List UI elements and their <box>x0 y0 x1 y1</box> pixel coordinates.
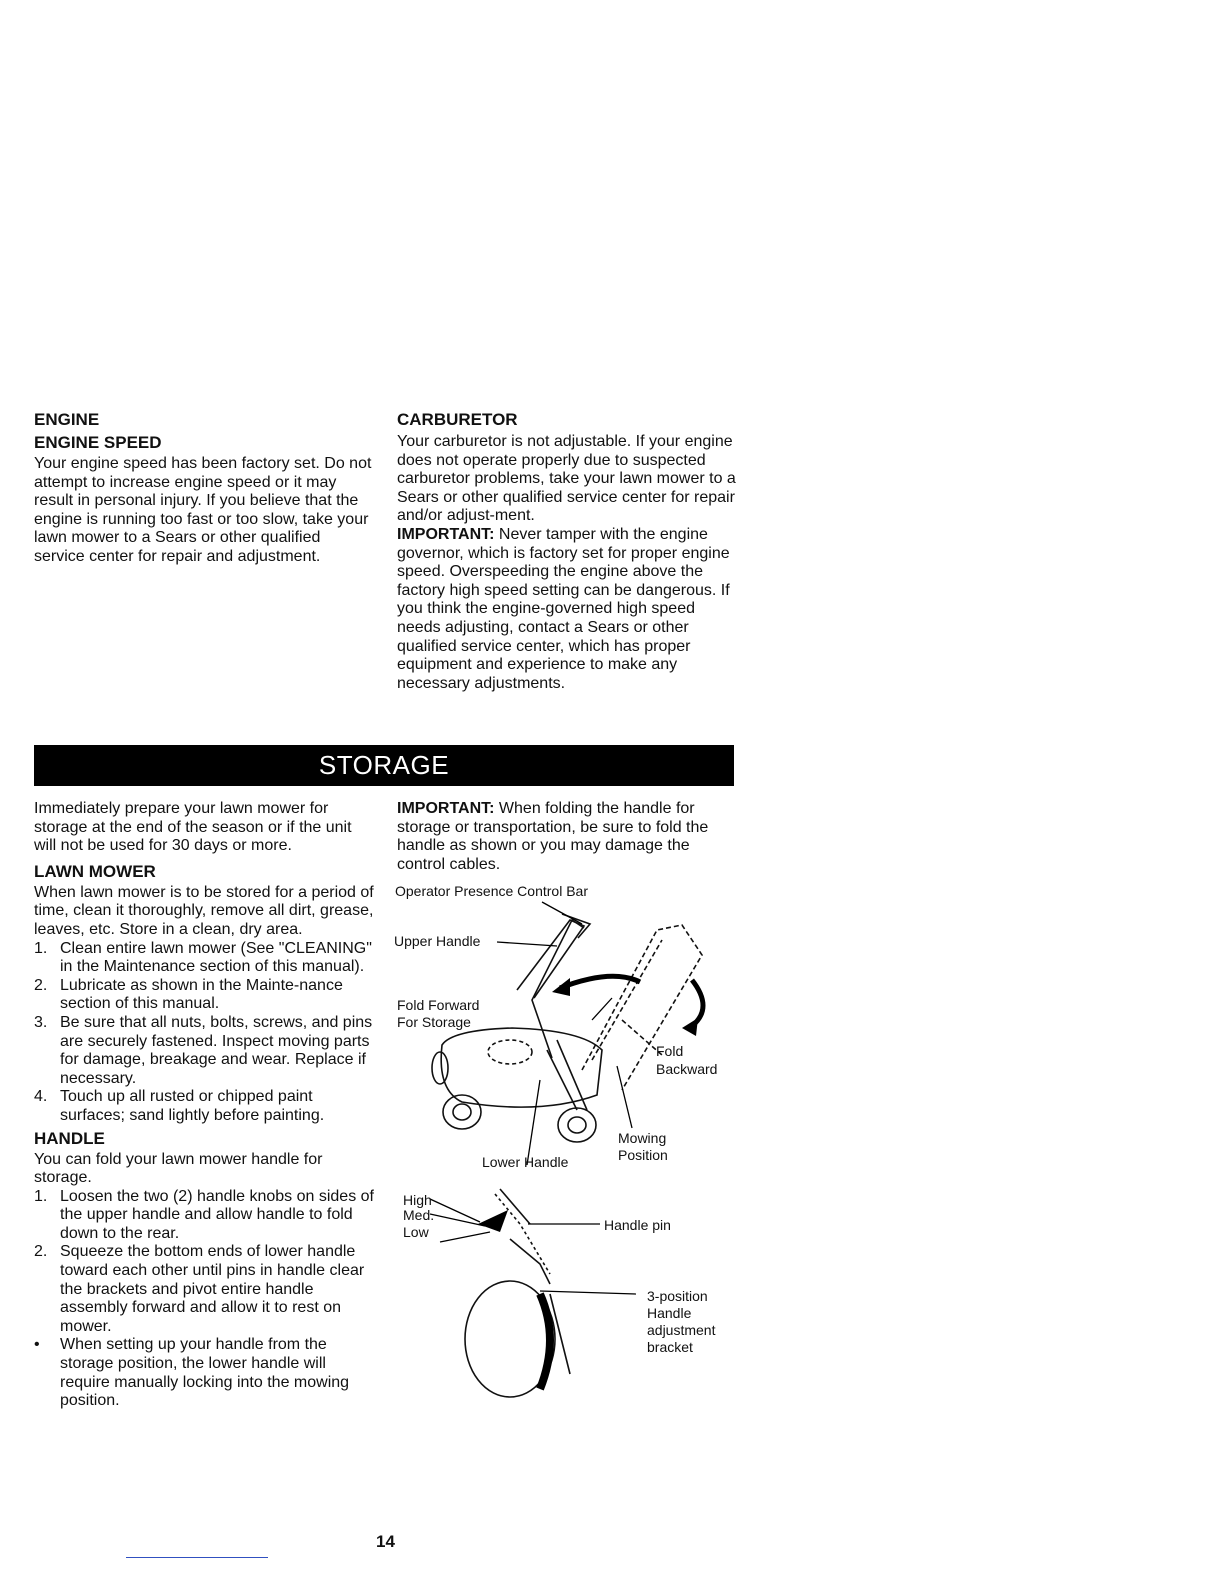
list-item <box>34 940 374 977</box>
list-item <box>34 1243 374 1336</box>
handle-bracket-figure <box>400 1184 740 1400</box>
carburetor-section <box>397 410 737 693</box>
carburetor-heading: CARBURETOR <box>397 410 518 429</box>
lawn-mower-heading: LAWN MOWER <box>34 861 156 881</box>
bullet-text: When setting up your handle from the storage position, the lower handle will require manually locking into the mowing position. <box>60 1336 350 1410</box>
fold-forward-label-2: For Storage <box>397 1014 471 1030</box>
mowing-label-1: Mowing <box>618 1130 667 1146</box>
upper-handle-label: Upper Handle <box>394 933 481 949</box>
handle-text: You can fold your lawn mower handle for storage. <box>34 1150 323 1187</box>
list-item <box>34 1088 374 1125</box>
step-number: 3. <box>34 1013 48 1031</box>
step-number: 2. <box>34 1243 48 1261</box>
handle-heading: HANDLE <box>34 1128 105 1148</box>
storage-intro: Immediately prepare your lawn mower for storage at the end of the season or if the unit will not be used for 30 days or more. <box>34 800 352 855</box>
handle-bullets <box>34 1336 374 1410</box>
engine-speed-text: Your engine speed has been factory set. Do not attempt to increase engine speed or it may result in personal injury. If you believe that the engine is running too fast or too slow, take your lawn mower to a Sears or other qualified service center for repair and adjustment. <box>34 455 372 565</box>
bullet-mark: • <box>34 1336 40 1354</box>
important-text: When folding the handle for storage or transportation, be sure to fold the handle as shown or you may damage the control cables. <box>397 800 709 873</box>
list-item <box>34 1188 374 1244</box>
lawn-mower-text: When lawn mower is to be stored for a period of time, clean it thoroughly, remove all dirt, grease, leaves, etc. Store in a clean, dry area. <box>34 883 374 938</box>
storage-banner: STORAGE <box>34 745 734 786</box>
engine-heading: ENGINE <box>34 410 100 429</box>
lower-handle-label: Lower Handle <box>482 1154 569 1170</box>
step-number: 1. <box>34 1187 48 1205</box>
handle-pin-label: Handle pin <box>604 1217 671 1233</box>
important-text: Never tamper with the engine governor, which is factory set for proper engine speed. Overspeeding the engine above the factory high speed setting can be dangerous. If you think the engine-governed high speed needs adjusting, contact a Sears or other qualified service center, which has proper equipment and experience to make any necessary adjustments. <box>397 525 730 692</box>
bracket-label-1: 3-position <box>647 1288 708 1304</box>
lawn-mower-steps <box>34 940 374 1126</box>
storage-left-column <box>34 800 374 1411</box>
low-label: Low <box>403 1224 429 1240</box>
carburetor-important <box>397 526 737 693</box>
high-label: High <box>403 1192 432 1208</box>
storage-right-column <box>397 800 727 874</box>
list-item <box>34 977 374 1014</box>
step-text: Lubricate as shown in the Mainte-nance section of this manual. <box>60 976 343 1013</box>
step-number: 4. <box>34 1088 48 1106</box>
fold-backward-label-2: Backward <box>656 1061 718 1077</box>
opc-bar-label: Operator Presence Control Bar <box>395 883 588 899</box>
bracket-label-4: bracket <box>647 1339 693 1355</box>
engine-speed-heading: ENGINE SPEED <box>34 433 162 452</box>
bracket-label-3: adjustment <box>647 1322 716 1338</box>
step-text: Clean entire lawn mower (See "CLEANING" in the Maintenance section of this manual). <box>60 939 372 976</box>
med-label: Med. <box>403 1207 435 1223</box>
important-label: IMPORTANT: <box>397 800 495 817</box>
mower-illustration <box>392 880 737 1180</box>
list-item <box>34 1336 374 1410</box>
step-text: Touch up all rusted or chipped paint surfaces; sand lightly before painting. <box>60 1088 325 1124</box>
handle-fold-figure <box>392 880 737 1180</box>
step-number: 1. <box>34 939 48 957</box>
fold-backward-label-1: Fold <box>656 1043 684 1059</box>
bracket-label-2: Handle <box>647 1305 692 1321</box>
carburetor-text: Your carburetor is not adjustable. If your engine does not operate properly due to suspected carburetor problems, take your lawn mower to a Sears or other qualified service center for repair and/or adjust-ment. <box>397 433 736 525</box>
important-label: IMPORTANT: <box>397 525 495 543</box>
engine-section <box>34 410 374 567</box>
step-text: Be sure that all nuts, bolts, screws, and pins are securely fastened. Inspect moving parts for damage, breakage and wear. Replace if necessary. <box>60 1013 373 1087</box>
page-number: 14 <box>376 1532 395 1551</box>
handle-steps <box>34 1188 374 1337</box>
list-item <box>34 1014 374 1088</box>
fold-forward-label-1: Fold Forward <box>397 997 480 1013</box>
storage-important <box>397 800 727 874</box>
step-text: Squeeze the bottom ends of lower handle toward each other until pins in handle clear the brackets and pivot entire handle assembly forward and allow it to rest on mower. <box>60 1243 365 1335</box>
step-text: Loosen the two (2) handle knobs on sides of the upper handle and allow handle to fold down to the rear. <box>60 1187 374 1242</box>
mowing-label-2: Position <box>618 1147 668 1163</box>
footer-rule <box>126 1557 268 1558</box>
step-number: 2. <box>34 976 48 994</box>
